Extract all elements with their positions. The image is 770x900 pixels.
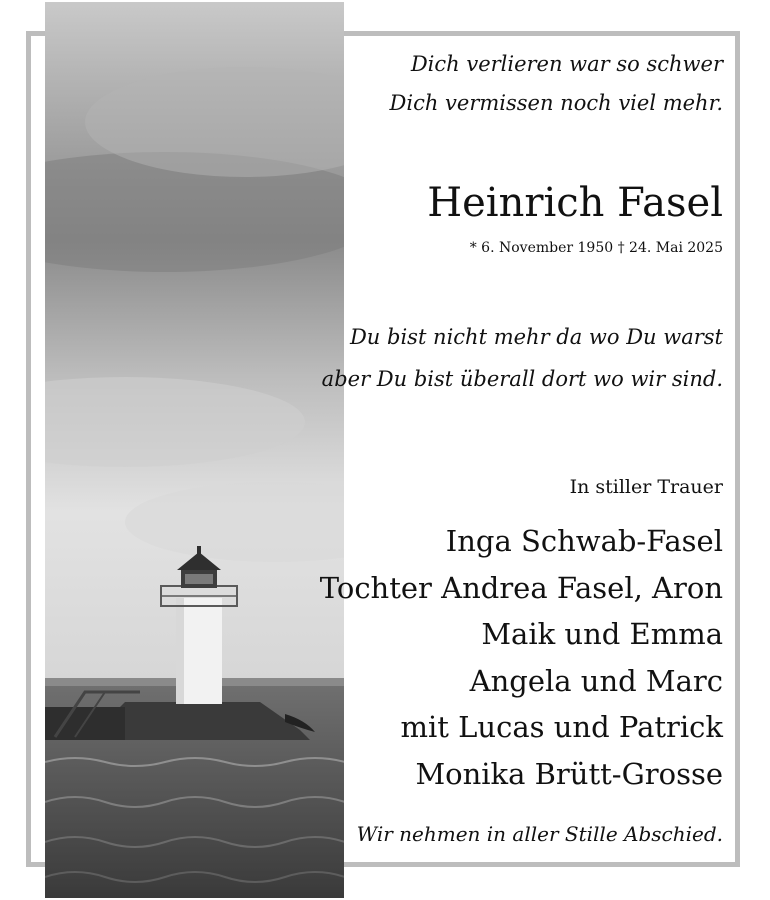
family-member: Monika Brütt-Grosse	[415, 756, 723, 791]
family-member: Maik und Emma	[481, 617, 723, 651]
mourning-label: In stiller Trauer	[569, 476, 723, 498]
family-member: Tochter Andrea Fasel, Aron	[319, 570, 723, 605]
verse-middle-line-2: aber Du bist überall dort wo wir sind.	[321, 367, 723, 391]
deceased-name: Heinrich Fasel	[427, 180, 723, 226]
verse-middle-line-1: Du bist nicht mehr da wo Du warst	[349, 325, 723, 349]
verse-top-line-2: Dich vermissen noch viel mehr.	[389, 91, 723, 115]
lighthouse-photo	[45, 2, 344, 898]
family-member: Angela und Marc	[469, 663, 723, 698]
life-dates: * 6. November 1950 † 24. Mai 2025	[469, 240, 723, 256]
verse-top-line-1: Dich verlieren war so schwer	[410, 52, 723, 76]
family-member: mit Lucas und Patrick	[400, 710, 723, 744]
closing-line: Wir nehmen in aller Stille Abschied.	[356, 822, 723, 846]
family-member: Inga Schwab-Fasel	[445, 524, 723, 558]
family-list	[320, 518, 723, 797]
